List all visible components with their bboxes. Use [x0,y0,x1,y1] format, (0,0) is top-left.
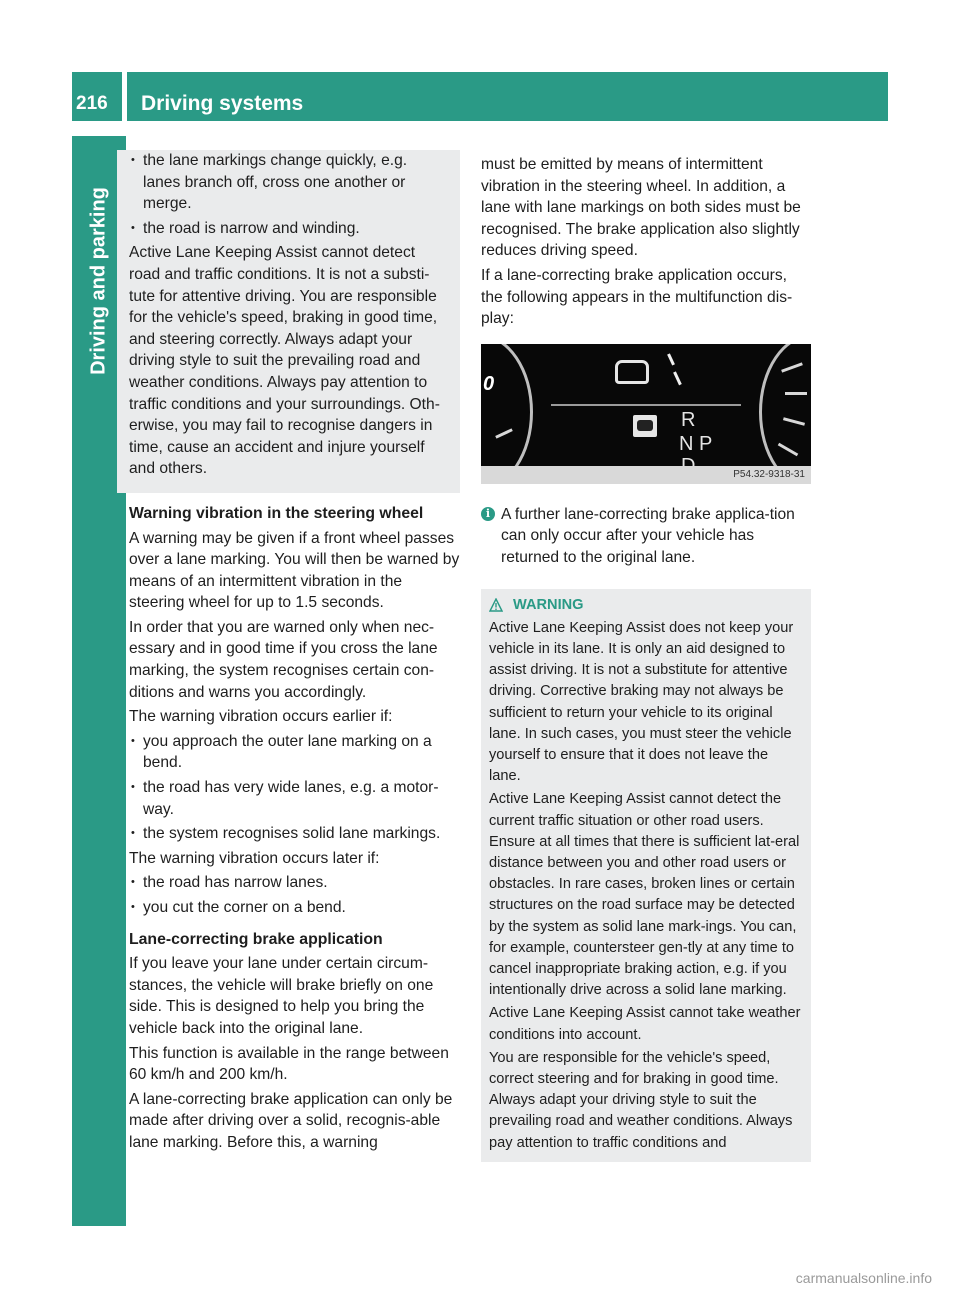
left-column [129,150,460,1157]
intro-bullet-list [129,150,448,239]
image-code: P54.32-9318-31 [733,468,805,480]
multifunction-display-image [481,344,811,484]
right-column [481,154,811,1162]
paragraph: If a lane-correcting brake application occurs, the following appears in the multifunction dis-play: [481,266,793,328]
paragraph: If you leave your lane under certain circum-stances, the vehicle will brake briefly on one side. This is designed to help you bring the vehicle back into the original lane. [129,955,434,1037]
caution-text: Active Lane Keeping Assist cannot detect road and traffic conditions. It is not a substi-tute for attentive driving. You are responsible for the vehicle's speed, braking in good time, and steering correctly. Always adapt your driving style to suit the prevailing road and weather conditions. Always pay attention to traffic conditions and your surroundings. Oth-erwise, you may fail to recognise dangers in time, cause an accident and injure yourself and others. [129,244,440,478]
page-number: 216 [76,93,108,114]
earlier-bullet-list [129,731,460,845]
list-item: • you approach the outer lane marking on a bend. [129,731,460,774]
paragraph: A warning may be given if a front wheel passes over a lane marking. You will then be warned by means of an intermittent vibration in the steering wheel for up to 1.5 seconds. [129,529,460,612]
car-icon [615,360,649,384]
gauge-tick [785,392,807,395]
warning-paragraph: Active Lane Keeping Assist cannot take weather conditions into account. [489,1005,801,1043]
list-item: • the system recognises solid lane markings. [129,823,460,845]
info-text: A further lane-correcting brake applica-tion can only occur after your vehicle has returned to the original lane. [501,505,795,566]
list-item: • the road has narrow lanes. [129,872,460,894]
paragraph: A lane-correcting brake application can only be made after driving over a solid, recognis-able lane marking. Before this, a warning [129,1090,453,1151]
lane-marking-icon [667,353,675,365]
tachometer-arc [759,344,811,484]
later-bullet-list [129,872,460,918]
header-separator [122,72,127,121]
warning-title: WARNING [513,596,584,613]
gear-np-label: N P [679,432,713,455]
display-divider [551,404,741,406]
warning-paragraph: You are responsible for the vehicle's speed, correct steering and for braking in good time. Always adapt your driving style to suit the prevailing road and weather conditions. Always pay attention to traffic conditions and [489,1049,793,1151]
warning-triangle-icon [489,598,503,612]
paragraph: In order that you are warned only when nec-essary and in good time if you cross the lane marking, the system recognises certain con-ditions and warns you accordingly. [129,618,438,701]
section-title: Driving systems [141,92,304,115]
paragraph: must be emitted by means of intermittent vibration in the steering wheel. In addition, a lane with lane markings on both sides must be recognised. The brake application also slightly reduces driving speed. [481,156,801,260]
list-item: • the lane markings change quickly, e.g. lanes branch off, cross one another or merge. [129,150,448,215]
heading-brake-application: Lane-correcting brake application [129,930,383,948]
info-note [481,504,811,569]
lane-keeping-assist-icon [633,415,657,437]
side-tab-text: Driving and parking [87,187,110,375]
warning-header [489,595,803,616]
caution-box [117,150,460,493]
heading-warning-vibration: Warning vibration in the steering wheel [129,504,424,522]
gauge-zero-label: 0 [483,372,495,395]
lane-marking-icon [673,371,682,385]
paragraph: This function is available in the range between 60 km/h and 200 km/h. [129,1044,449,1084]
warning-paragraph: Active Lane Keeping Assist does not keep your vehicle in its lane. It is only an aid designed to assist driving. It is not a substitute for attentive driving. Corrective braking may not always be sufficient to return your vehicle to its original lane. In such cases, you must steer the vehicle yourself to ensure that it does not leave the lane. [489,619,794,785]
speedometer-arc [481,344,533,484]
list-item: • the road is narrow and winding. [129,218,448,240]
list-item: • the road has very wide lanes, e.g. a motor-way. [129,777,460,820]
watermark: carmanualsonline.info [795,1270,932,1286]
list-item: • you cut the corner on a bend. [129,897,460,919]
paragraph: The warning vibration occurs earlier if: [129,708,393,726]
gear-r-label: R [681,408,696,431]
paragraph: The warning vibration occurs later if: [129,849,380,867]
warning-paragraph: Active Lane Keeping Assist cannot detect the current traffic situation or other road users. Ensure at all times that there is sufficient lat-eral distance between you and other road users or obstacles. In rare cases, broken lines or certain structures on the road surface may be detected by the system as solid lane mark-ings. You can, for example, countersteer gen-tly at any time to cancel inappropriate braking action, e.g. if you intentionally drive across a solid lane marking. [489,791,800,999]
info-icon: i [481,507,495,521]
warning-box [481,589,811,1162]
